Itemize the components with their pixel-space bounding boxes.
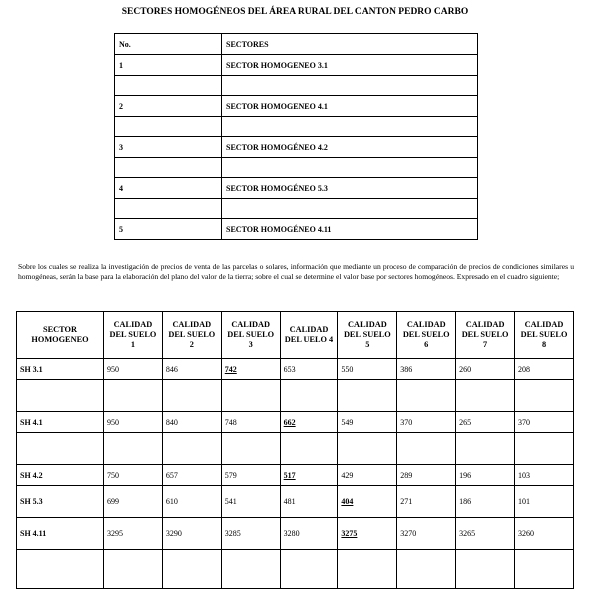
cell-value: 950 [107, 364, 119, 374]
value-cell [338, 465, 397, 486]
cell-value: 3295 [107, 529, 123, 538]
value-cell [456, 412, 515, 433]
value-cell [515, 465, 574, 486]
calidad-table [16, 311, 574, 589]
value-cell [397, 518, 456, 550]
value-cell [338, 412, 397, 433]
table-row [115, 137, 478, 158]
sector-no: 5 [115, 219, 222, 240]
cell-value: 103 [518, 470, 531, 480]
value-cell [338, 486, 397, 518]
cell-value: 699 [107, 497, 119, 506]
sector-no: 1 [115, 55, 222, 76]
cell-value: 3285 [224, 529, 241, 538]
value-cell [221, 518, 280, 550]
cell-value: 846 [165, 364, 178, 374]
cell-value: 404 [341, 497, 354, 506]
value-cell [280, 518, 338, 550]
table-spacer-row [17, 550, 574, 589]
sector-name: SECTOR HOMOGENEO 3.1 [222, 55, 478, 76]
sector-cell: SH 4.2 [17, 465, 104, 486]
cell-value: 662 [283, 417, 296, 427]
value-cell [397, 359, 456, 380]
cell-value: 260 [459, 364, 472, 374]
table-row [17, 465, 574, 486]
value-cell [515, 359, 574, 380]
value-cell [280, 359, 338, 380]
table-row [17, 518, 574, 550]
table-row [115, 55, 478, 76]
value-cell [104, 486, 163, 518]
cell-value: 549 [341, 417, 354, 427]
cell-value: 101 [518, 497, 531, 506]
value-cell [221, 465, 280, 486]
sector-name: SECTOR HOMOGÉNEO 5.3 [222, 178, 478, 199]
value-cell [221, 412, 280, 433]
table-row [115, 96, 478, 117]
table-spacer-row [17, 433, 574, 465]
cell-value: 370 [400, 417, 413, 427]
header-calidad: CALIDAD DEL SUELO 8 [515, 312, 574, 359]
sectors-table [114, 33, 478, 240]
cell-value: 3280 [283, 529, 300, 538]
cell-value: 657 [165, 470, 178, 480]
table-header-row [17, 312, 574, 359]
sector-cell: SH 4.1 [17, 412, 104, 433]
table-spacer-row [17, 380, 574, 412]
header-sector: SECTOR HOMOGENEO [17, 312, 104, 359]
value-cell [515, 412, 574, 433]
value-cell [456, 359, 515, 380]
header-no: No. [115, 34, 222, 55]
cell-value: 653 [283, 364, 296, 374]
cell-value: 289 [400, 470, 413, 480]
cell-value: 742 [224, 364, 237, 374]
sector-cell: SH 5.3 [17, 486, 104, 518]
cell-value: 3260 [518, 529, 535, 538]
header-calidad: CALIDAD DEL SUELO 5 [338, 312, 397, 359]
table-spacer-row [115, 199, 478, 219]
cell-value: 550 [341, 364, 354, 374]
value-cell [397, 486, 456, 518]
value-cell [221, 359, 280, 380]
cell-value: 186 [459, 497, 472, 506]
cell-value: 3265 [459, 529, 476, 538]
value-cell [456, 465, 515, 486]
cell-value: 748 [224, 417, 237, 427]
value-cell [280, 465, 338, 486]
table-row [17, 412, 574, 433]
table-header-row [115, 34, 478, 55]
value-cell [397, 412, 456, 433]
sector-name: SECTOR HOMOGENEO 4.1 [222, 96, 478, 117]
cell-value: 950 [107, 417, 119, 427]
cell-value: 265 [459, 417, 472, 427]
cell-value: 429 [341, 470, 354, 480]
value-cell [162, 518, 221, 550]
table-spacer-row [115, 76, 478, 96]
value-cell [338, 518, 397, 550]
header-calidad: CALIDAD DEL SUELO 6 [397, 312, 456, 359]
cell-value: 610 [165, 497, 178, 506]
value-cell [104, 465, 163, 486]
sector-cell: SH 4.11 [17, 518, 104, 550]
cell-value: 840 [165, 417, 178, 427]
value-cell [280, 486, 338, 518]
value-cell [456, 518, 515, 550]
value-cell [162, 359, 221, 380]
sector-name: SECTOR HOMOGÉNEO 4.11 [222, 219, 478, 240]
sector-no: 2 [115, 96, 222, 117]
cell-value: 3275 [341, 529, 358, 538]
value-cell [104, 359, 163, 380]
header-calidad: CALIDAD DEL SUELO 7 [456, 312, 515, 359]
value-cell [162, 465, 221, 486]
table-row [17, 486, 574, 518]
page-title: SECTORES HOMOGÉNEOS DEL ÁREA RURAL DEL CANTON PEDRO CARBO [121, 7, 469, 17]
cell-value: 481 [283, 497, 296, 506]
table-row [115, 178, 478, 199]
sector-no: 4 [115, 178, 222, 199]
value-cell [397, 465, 456, 486]
cell-value: 541 [224, 497, 237, 506]
cell-value: 208 [518, 364, 531, 374]
table-row [17, 359, 574, 380]
value-cell [280, 412, 338, 433]
sector-cell: SH 3.1 [17, 359, 104, 380]
value-cell [162, 412, 221, 433]
header-calidad: CALIDAD DEL SUELO 1 [104, 312, 163, 359]
header-calidad: CALIDAD DEL SUELO 3 [221, 312, 280, 359]
cell-value: 196 [459, 470, 472, 480]
value-cell [515, 518, 574, 550]
cell-value: 750 [107, 470, 119, 480]
value-cell [104, 518, 163, 550]
cell-value: 3270 [400, 529, 417, 538]
cell-value: 370 [518, 417, 531, 427]
description-paragraph: Sobre los cuales se realiza la investigación de precios de venta de las parcelas o solares, información que mediante un proceso de comparación de precios de condiciones similares u homogéneas, serán la base para la elaboración del plano del valor de la tierra; sobre el cual se determine el valor base por sectores homogéneos. Expresado en el cuadro siguiente; [18, 262, 574, 281]
value-cell [456, 486, 515, 518]
cell-value: 386 [400, 364, 413, 374]
table-spacer-row [115, 158, 478, 178]
table-row [115, 219, 478, 240]
sector-name: SECTOR HOMOGÉNEO 4.2 [222, 137, 478, 158]
header-sectores: SECTORES [222, 34, 478, 55]
sector-no: 3 [115, 137, 222, 158]
value-cell [515, 486, 574, 518]
table-spacer-row [115, 117, 478, 137]
value-cell [162, 486, 221, 518]
value-cell [104, 412, 163, 433]
header-calidad: CALIDAD DEL SUELO 2 [162, 312, 221, 359]
cell-value: 271 [400, 497, 413, 506]
cell-value: 579 [224, 470, 237, 480]
header-calidad: CALIDAD DEL UELO 4 [280, 312, 338, 359]
cell-value: 517 [283, 470, 296, 480]
value-cell [221, 486, 280, 518]
value-cell [338, 359, 397, 380]
cell-value: 3290 [165, 529, 182, 538]
